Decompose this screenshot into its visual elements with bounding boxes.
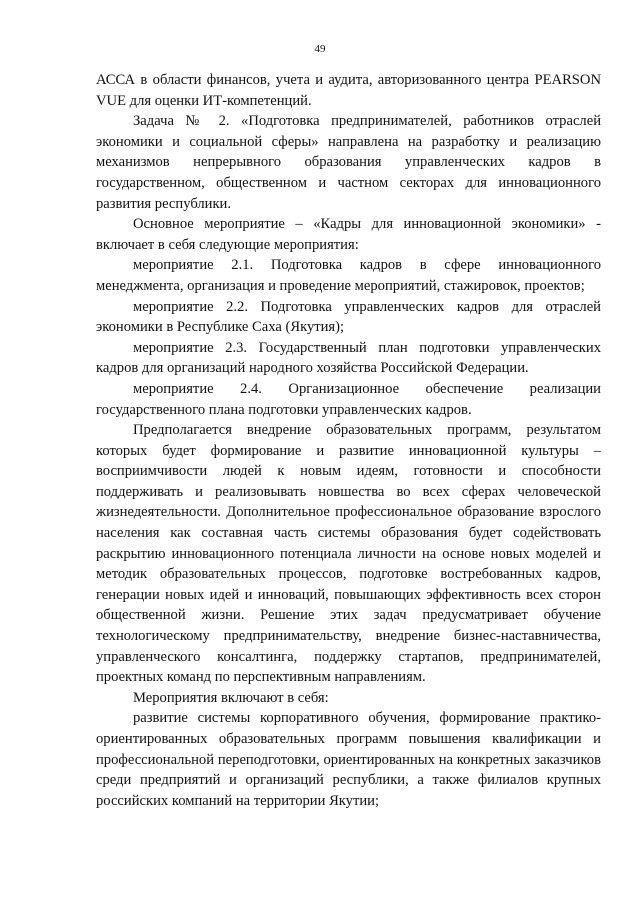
- paragraph-activity-2-4: мероприятие 2.4. Организационное обеспечение реализации государственного плана подготовки управленческих кадров.: [96, 380, 601, 418]
- document-body: [96, 70, 601, 811]
- page-number: 49: [314, 43, 326, 55]
- paragraph-continuation-acca: АССА в области финансов, учета и аудита, авторизованного центра PEARSON VUE для оценки ИТ-компетенций.: [96, 72, 601, 109]
- paragraph-activity-2-2: мероприятие 2.2. Подготовка управленческих кадров для отраслей экономики в Республике Саха (Якутия);: [96, 298, 601, 336]
- paragraph-activity-2-3: мероприятие 2.3. Государственный план подготовки управленческих кадров для организаций народного хозяйства Российской Федерации.: [96, 339, 601, 377]
- paragraph-corporate-training: развитие системы корпоративного обучения, формирование практико-ориентированных образовательных программ повышения квалификации и профессиональной переподготовки, ориентированных на конкретных заказчиков среди предприятий и организаций республики, а также филиалов крупных российских компаний на территории Якутии;: [96, 710, 601, 809]
- paragraph-main-activity: Основное мероприятие – «Кадры для инновационной экономики» - включает в себя следующие мероприятия:: [96, 216, 601, 253]
- paragraph-activities-include: Мероприятия включают в себя:: [133, 689, 329, 706]
- paragraph-task-2: Задача № 2. «Подготовка предпринимателей, работников отраслей экономики и социальной сферы» направлена на разработку и реализацию механизмов непрерывного образования управленческих кадров в государственном, общественном и частном секторах для инновационного развития республики.: [96, 113, 601, 212]
- paragraph-activity-2-1: мероприятие 2.1. Подготовка кадров в сфере инновационного менеджмента, организация и проведение мероприятий, стажировок, проектов;: [96, 257, 601, 294]
- paragraph-innovation-culture: Предполагается внедрение образовательных программ, результатом которых будет формирование и развитие инновационной культуры – восприимчивости людей к новым идеям, готовности и способности поддерживать и реализовывать новшества во всех сферах человеческой жизнедеятельности. Дополнительное профессиональное образование взрослого населения как составная часть системы образования будет содействовать раскрытию инновационного потенциала личности на основе новых моделей и методик образовательных процессов, подготовке востребованных кадров, генерации новых идей и инноваций, повышающих эффективность всех сторон общественной жизни. Решение этих задач предусматривает обучение технологическому предпринимательству, внедрение бизнес-наставничества, управленческого консалтинга, поддержку стартапов, предпринимателей, проектных команд по перспективным направлениям.: [96, 422, 601, 686]
